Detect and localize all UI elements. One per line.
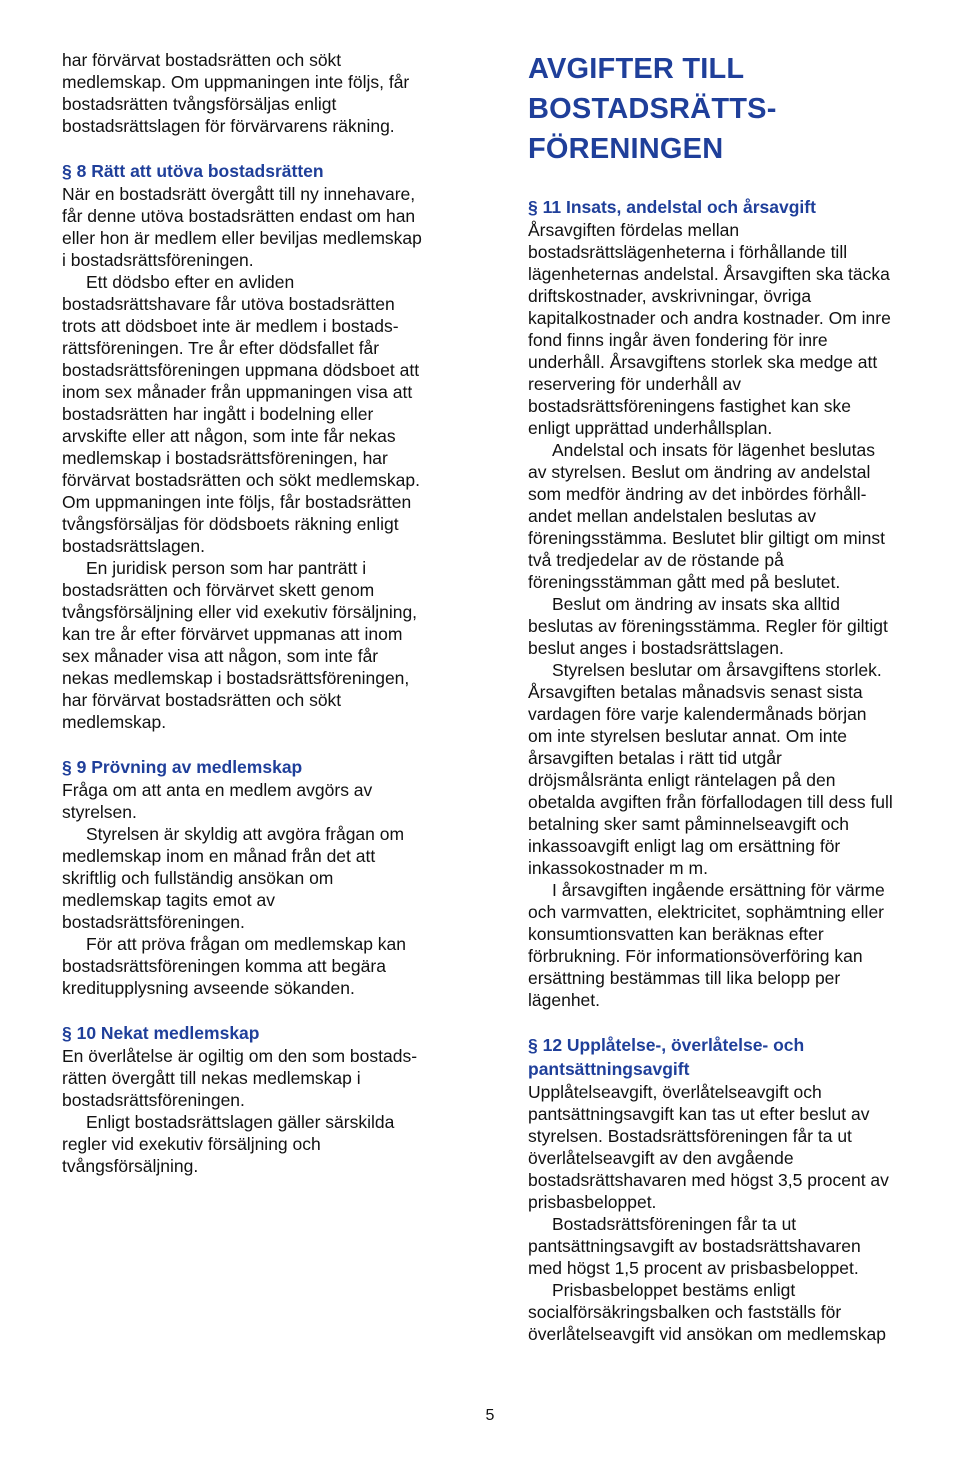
section-9-paragraph-2: Styrelsen är skyldig att avgöra frågan om medlemskap inom en månad från det att skriftlig och fullständig ansökan om medlemskap tagits emot av bostadsrättsföreningen. — [62, 824, 405, 932]
section-9-paragraph-1: Fråga om att anta en medlem avgörs av styrelsen. — [62, 780, 373, 822]
section-9-paragraph-3: För att pröva frågan om medlemskap kan bostadsrättsföreningen komma att begära kreditupplysning avseende sökanden. — [62, 934, 407, 998]
page-number: 5 — [485, 1407, 495, 1424]
section-12-heading: § 12 Upplåtelse-, överlåtelse- och pantsättningsavgift — [528, 1035, 805, 1079]
section-8-paragraph-2: Ett dödsbo efter en avliden bostadsrättshavare får utöva bostadsrätten trots att dödsboet inte är medlem i bostads- rättsföreningen. Tre år efter dödsfallet får bostadsrättsföreningen uppmana dödsboet att inom sex månader från uppmaningen visa att bostadsrätten har ingått i bodelning eller arvskifte eller att någon, som inte får nekas medlemskap i bostadsrättsföreningen, har förvärvat bostadsrätten och sökt medlemskap. Om uppmaningen inte följs, får bostadsrätten tvångsförsäljas för dödsboets räkning enligt bostadsrättslagen. — [62, 272, 420, 556]
section-11-heading: § 11 Insats, andelstal och årsavgift — [528, 197, 816, 217]
continuation-paragraph: har förvärvat bostadsrätten och sökt medlemskap. Om uppmaningen inte följs, får bostadsrätten tvångsförsäljas enligt bostadsrättslagen för förvärvarens räkning. — [62, 50, 410, 136]
section-9-heading: § 9 Prövning av medlemskap — [62, 757, 303, 777]
section-11-paragraph-4: Styrelsen beslutar om årsavgiftens storlek. Årsavgiften betalas månadsvis senast sista vardagen före varje kalendermånads början om inte styrelsen beslutar annat. Om inte årsavgiften betalas i rätt tid utgår dröjsmålsränta enligt räntelagen på den obetalda avgiften från förfallodagen till dess full betalning sker samt påminnelseavgift och inkassoavgift enligt lag om ersättning för inkassokostnader m m. — [528, 660, 893, 878]
section-11-paragraph-1: Årsavgiften fördelas mellan bostadsrättslägenheterna i förhållande till lägenheternas andelstal. Årsavgiften ska täcka driftskostnader, avskrivningar, övriga kapitalkostnader och andra kostnader. Om inre fond finns ingår även fondering för inre underhåll. Årsavgiftens storlek ska medge att reservering för underhåll av bostadsrättsföreningens fastighet kan ske enligt upprättad underhållsplan. — [528, 220, 891, 438]
section-11-paragraph-2: Andelstal och insats för lägenhet beslutas av styrelsen. Beslut om ändring av andelstal som medför ändring av det inbördes förhåll- andet mellan andelstalen beslutas av föreningsstämma. Beslutet blir giltigt om minst två tredjedelar av de röstande på föreningsstämman gått med på beslutet. — [528, 440, 885, 592]
section-10-paragraph-2: Enligt bostadsrättslagen gäller särskilda regler vid exekutiv försäljning och tvångsförsäljning. — [62, 1112, 395, 1176]
section-gap — [62, 999, 472, 1021]
section-gap — [528, 1011, 948, 1033]
section-8-heading: § 8 Rätt att utöva bostadsrätten — [62, 161, 324, 181]
right-column — [528, 49, 948, 1345]
section-10-heading: § 10 Nekat medlemskap — [62, 1023, 260, 1043]
section-11-paragraph-5: I årsavgiften ingående ersättning för värme och varmvatten, elektricitet, sophämtning eller konsumtionsvatten kan beräknas efter förbrukning. För informationsöverföring kan ersättning bestämmas till lika belopp per lägenhet. — [528, 880, 885, 1010]
section-10-paragraph-1: En överlåtelse är ogiltig om den som bostads- rätten övergått till nekas medlemskap i bostadsrättsföreningen. — [62, 1046, 418, 1110]
left-column — [62, 49, 472, 1177]
section-11-paragraph-3: Beslut om ändring av insats ska alltid beslutas av föreningsstämma. Regler för giltigt beslut anges i bostadsrättslagen. — [528, 594, 888, 658]
section-12-paragraph-3: Prisbasbeloppet bestäms enligt socialförsäkringsbalken och fastställs för överlåtelseavgift vid ansökan om medlemskap — [528, 1280, 886, 1344]
section-8-paragraph-3: En juridisk person som har panträtt i bostadsrätten och förvärvet skett genom tvångsförsäljning eller vid exekutiv försäljning, kan tre år efter förvärvet uppmanas att inom sex månader visa att någon, som inte får nekas medlemskap i bostadsrättsföreningen, har förvärvat bostadsrätten och sökt medlemskap. — [62, 558, 418, 732]
chapter-title: AVGIFTER TILL BOSTADSRÄTTS- FÖRENINGEN — [528, 53, 777, 165]
section-gap — [62, 733, 472, 755]
section-12-paragraph-2: Bostadsrättsföreningen får ta ut pantsättningsavgift av bostadsrättshavaren med högst 1,5 procent av prisbasbeloppet. — [528, 1214, 861, 1278]
section-12-paragraph-1: Upplåtelseavgift, överlåtelseavgift och pantsättningsavgift kan tas ut efter beslut av styrelsen. Bostadsrättsföreningen får ta ut överlåtelseavgift av den avgående bostadsrättshavaren med högst 3,5 procent av prisbasbeloppet. — [528, 1082, 889, 1212]
section-8-paragraph-1: När en bostadsrätt övergått till ny innehavare, får denne utöva bostadsrätten endast om han eller hon är medlem eller beviljas medlemskap i bostadsrättsföreningen. — [62, 184, 422, 270]
